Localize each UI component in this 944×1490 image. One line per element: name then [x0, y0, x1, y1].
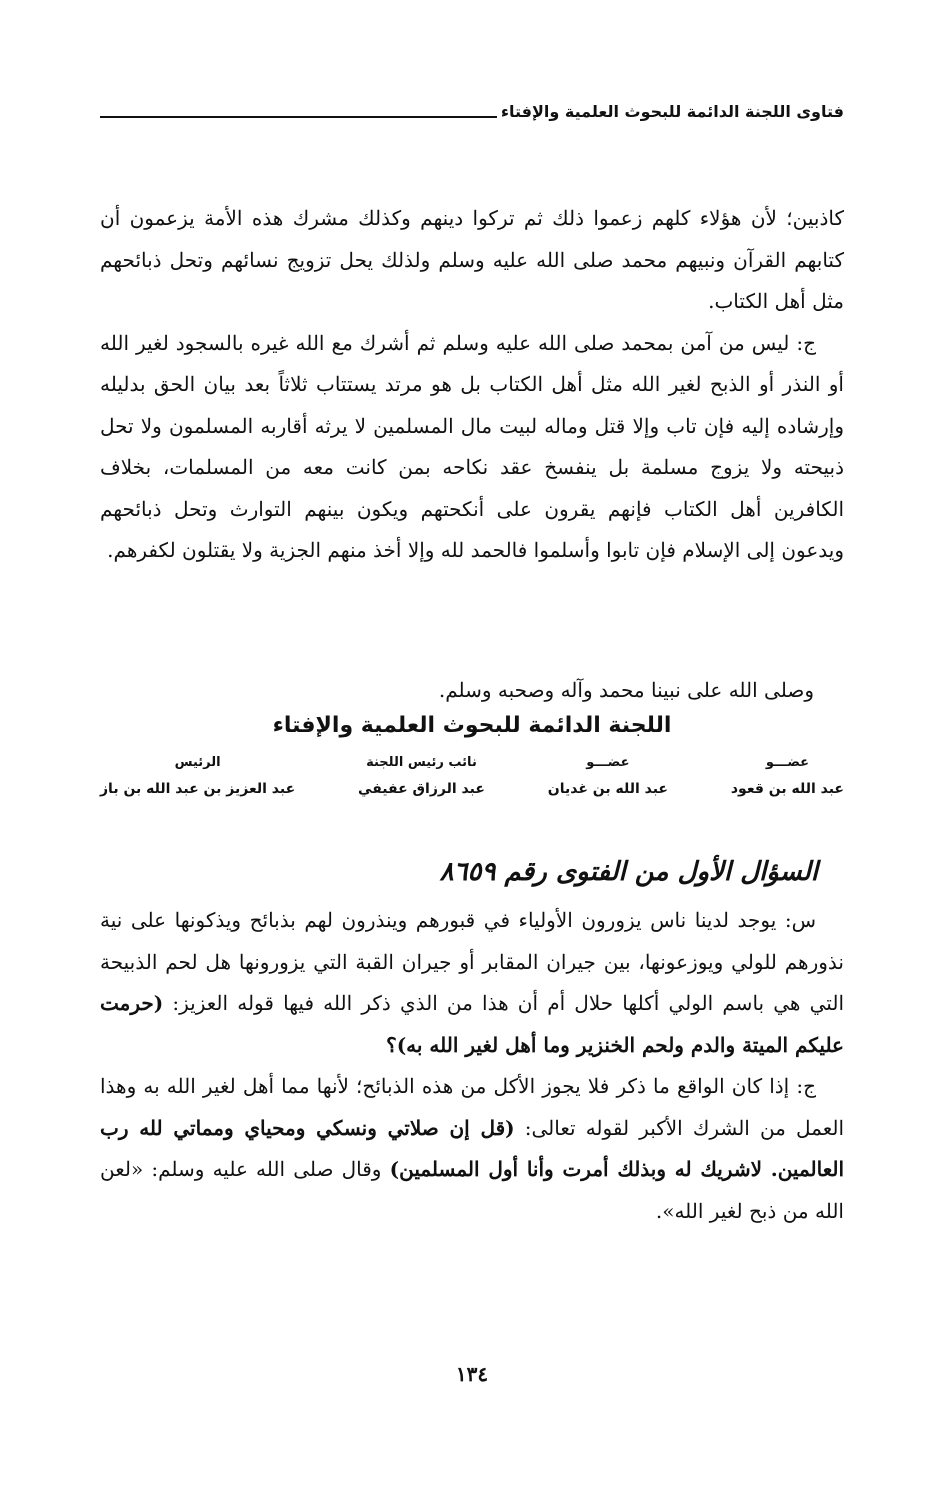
- signature-deputy: [358, 752, 485, 804]
- answer2-hadith: وقال صلى الله عليه وسلم: «لعن الله من ذبح لغير الله».: [100, 1157, 844, 1223]
- answer2-text: ج: إذا كان الواقع ما ذكر فلا يجوز الأكل من هذه الذبائح؛ لأنها مما أهل لغير الله به وهذا العمل من الشرك الأكبر لقوله تعالى:: [100, 1074, 845, 1140]
- signature-name: عبد العزيز بن عبد الله بن باز: [100, 781, 296, 797]
- signature-name: عبد الله بن غديان: [547, 781, 668, 797]
- answer-continuation: كاذبين؛ لأن هؤلاء كلهم زعموا ذلك ثم تركوا دينهم وكذلك مشرك هذه الأمة يزعمون أن كتابهم القرآن ونبيهم محمد صلى الله عليه وسلم ولذلك يحل تزويج نسائهم وتحل ذبائحهم مثل أهل الكتاب.: [100, 206, 844, 313]
- signature-member-2: [548, 752, 668, 804]
- header-rule: [100, 116, 497, 118]
- signature-member-1: [731, 752, 844, 804]
- signature-president: [100, 752, 295, 804]
- signature-role: نائب رئيس اللجنة: [366, 755, 477, 770]
- answer-paragraph: ج: ليس من آمن بمحمد صلى الله عليه وسلم ثم أشرك مع الله غيره بالسجود لغير الله أو النذر أو الذبح لغير الله مثل أهل الكتاب بل هو مرتد يستتاب ثلاثاً بعد بيان الحق بدليله وإرشاده إليه فإن تاب وإلا قتل وماله لبيت مال المسلمين لا يرثه أقاربه المسلمون ولا تحل ذبيحته ولا يزوج مسلمة بل ينفسخ عقد نكاحه بمن كانت معه من المسلمات، بخلاف الكافرين أهل الكتاب فإنهم يقرون على أنكحتهم ويكون بينهم التوارث وتحل ذبائحهم ويدعون إلى الإسلام فإن تابوا وأسلموا فالحمد لله وإلا أخذ منهم الجزية ولا يقتلون لكفرهم.: [100, 330, 844, 562]
- first-section: [100, 198, 844, 572]
- answer2-paragraph: [100, 1066, 844, 1232]
- question-verse: (حرمت عليكم الميتة والدم ولحم الخنزير وما أهل لغير الله به)؟: [100, 991, 844, 1057]
- closing-salutation: وصلى الله على نبينا محمد وآله وصحبه وسلم.: [438, 678, 814, 702]
- signature-block: [100, 752, 844, 804]
- signature-role: عضـــو: [586, 755, 630, 770]
- signature-role: عضـــو: [765, 755, 810, 770]
- committee-title: اللجنة الدائمة للبحوث العلمية والإفتاء: [272, 713, 672, 738]
- question-paragraph: [100, 900, 844, 1066]
- signature-role: الرئيس: [174, 755, 221, 770]
- second-section: [100, 900, 844, 1232]
- answer2-verse: (قل إن صلاتي ونسكي ومحياي ومماتي لله رب العالمين. لاشريك له وبذلك أمرت وأنا أول المسلمين): [100, 1115, 845, 1181]
- question-text: س: يوجد لدينا ناس يزورون الأولياء في قبورهم وينذرون لهم بذبائح ويذكونها على نية نذورهم للولي ويوزعونها، بين جيران المقابر أو جيران القبة التي يزورونها هل لحم الذبيحة التي هي باسم الولي أكلها حلال أم أن هذا من الذي ذكر الله فيها قوله العزيز:: [100, 908, 844, 1015]
- signature-name: عبد الرزاق عفيفي: [358, 781, 485, 797]
- question-heading: السؤال الأول من الفتوى رقم ٨٦٥٩: [439, 857, 818, 887]
- running-header: [100, 92, 844, 122]
- page-number: ١٣٤: [455, 1362, 489, 1386]
- running-header-title: فتاوى اللجنة الدائمة للبحوث العلمية والإفتاء: [500, 102, 844, 121]
- signature-name: عبد الله بن قعود: [730, 781, 844, 797]
